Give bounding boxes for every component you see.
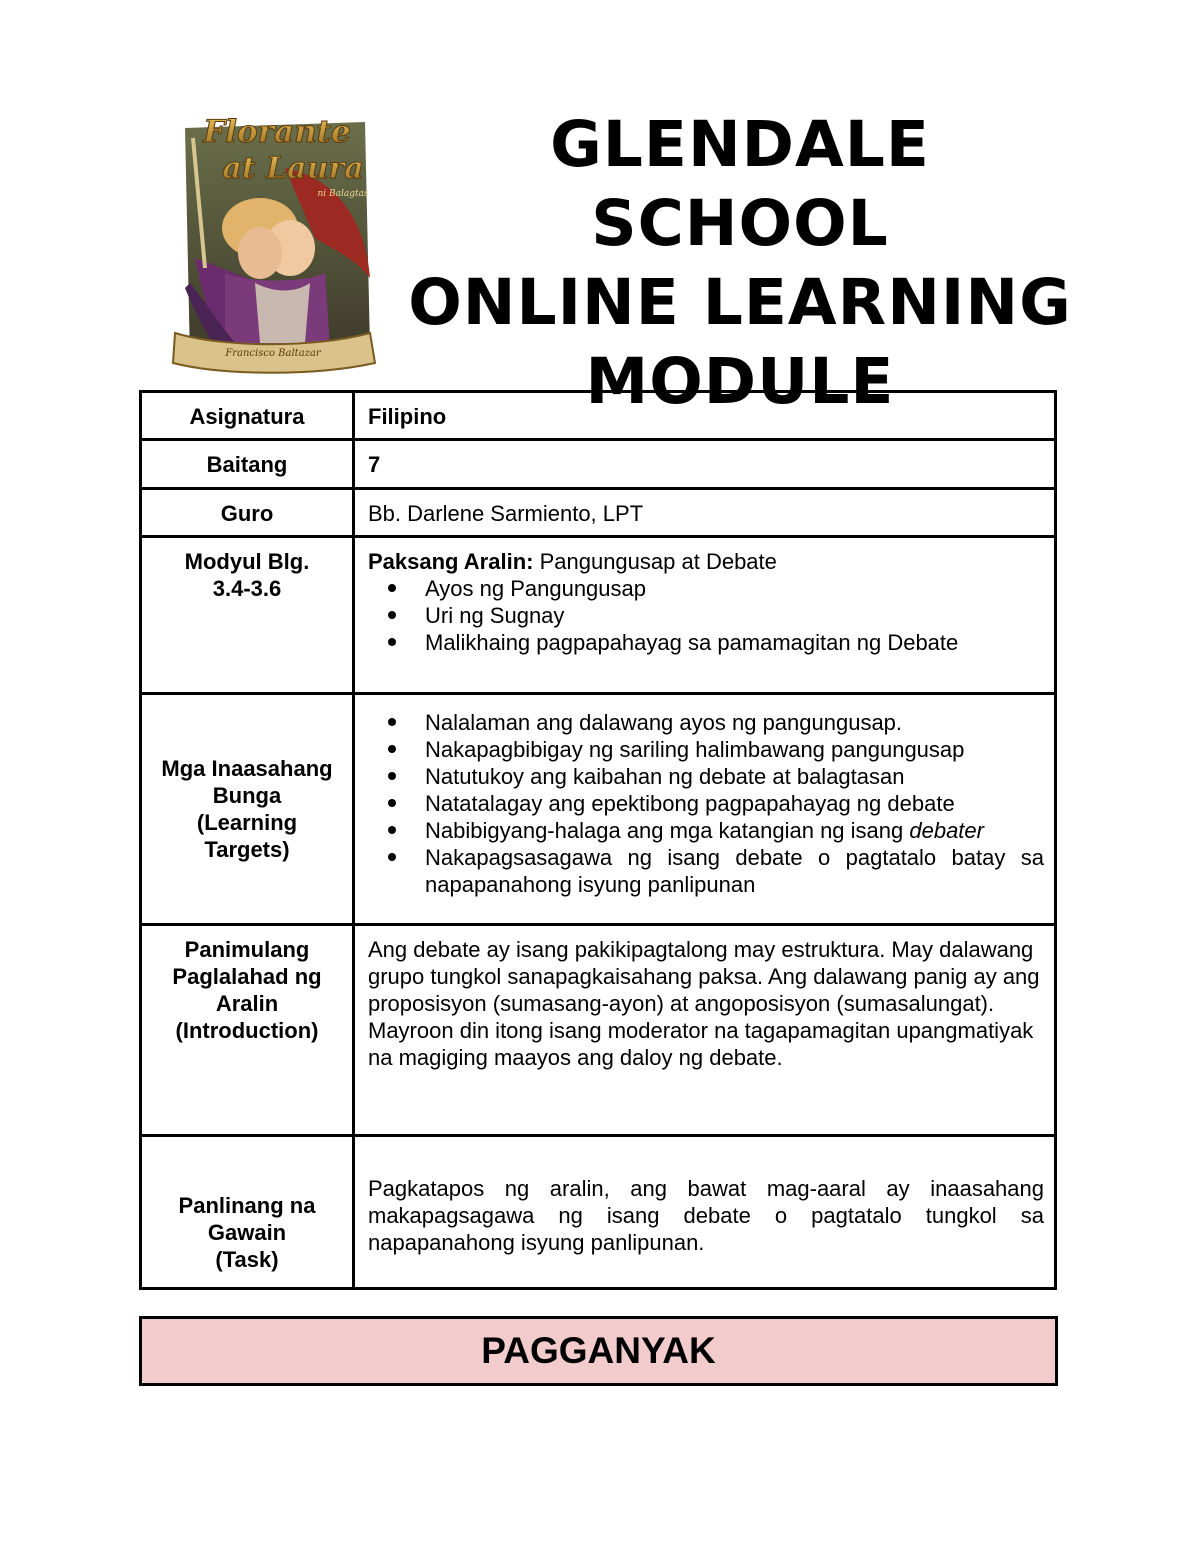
- intro-label-4: (Introduction): [175, 1018, 319, 1043]
- bunga-cell: [354, 694, 1056, 925]
- guro-label: Guro: [141, 489, 354, 537]
- row-task: [141, 1136, 1056, 1289]
- list-item: Uri ng Sugnay: [425, 602, 1044, 629]
- intro-label: [141, 925, 354, 1136]
- row-intro: [141, 925, 1056, 1136]
- paksa-label: Paksang Aralin:: [368, 549, 534, 574]
- title-line-1: GLENDALE SCHOOL: [550, 108, 930, 260]
- bunga-label-1: Mga Inaasahang: [161, 756, 333, 781]
- baitang-value: 7: [354, 440, 1056, 489]
- task-label-1: Panlinang na: [178, 1192, 316, 1218]
- intro-label-2: Paglalahad ng: [172, 964, 322, 989]
- list-item: Malikhaing pagpapahayag sa pamamagitan ng Debate: [425, 629, 1044, 656]
- logo-title-1: Florante: [203, 114, 351, 150]
- intro-label-1: Panimulang: [184, 937, 310, 962]
- row-baitang: [141, 440, 1056, 489]
- paksa-value: Pangungusap at Debate: [533, 549, 777, 574]
- task-label-2: Gawain: [207, 1219, 287, 1245]
- list-item: Ayos ng Pangungusap: [425, 575, 1044, 602]
- list-item: Natutukoy ang kaibahan ng debate at balagtasan: [425, 763, 1044, 790]
- intro-text: Ang debate ay isang pakikipagtalong may estruktura. May dalawang grupo tungkol sanapagkaisahang paksa. Ang dalawang panig ay ang proposisyon (sumasang-ayon) at angoposisyon (sumasalungat). Mayroon din itong isang moderator na tagapamagitan upangmatiyak na magiging maayos ang daloy ng debate.: [354, 925, 1056, 1136]
- logo-subtitle: ni Balagtas: [317, 189, 369, 199]
- paksa-list: [368, 575, 1044, 656]
- bunga-label-4: Targets): [204, 837, 290, 862]
- task-label-3: (Task): [215, 1246, 279, 1272]
- asignatura-label: Asignatura: [141, 392, 354, 440]
- list-item: [425, 817, 1044, 844]
- modyul-label: [141, 537, 354, 694]
- asignatura-value: Filipino: [354, 392, 1056, 440]
- list-item: Nakapagsasagawa ng isang debate o pagtatalo batay sa napapanahong isyung panlipunan: [425, 845, 1044, 897]
- bunga-label: [141, 694, 354, 925]
- bunga-list: [368, 709, 1044, 898]
- row-modyul: [141, 537, 1056, 694]
- logo-ribbon-text: Francisco Baltazar: [225, 348, 321, 359]
- list-item: Nalalaman ang dalawang ayos ng pangungusap.: [425, 709, 1044, 736]
- bunga-item-5-italic: debater: [909, 818, 984, 843]
- list-item: Nakapagbibigay ng sariling halimbawang pangungusap: [425, 736, 1044, 763]
- row-guro: [141, 489, 1056, 537]
- title-line-2: ONLINE LEARNING: [408, 266, 1072, 339]
- module-title: [400, 105, 1080, 421]
- pagganyak-header: PAGGANYAK: [139, 1316, 1058, 1386]
- logo-title-2: at Laura: [222, 151, 364, 186]
- module-info-table: [139, 390, 1057, 1290]
- bunga-label-3: (Learning: [196, 810, 298, 835]
- paksa-cell: [354, 537, 1056, 694]
- guro-value: Bb. Darlene Sarmiento, LPT: [354, 489, 1056, 537]
- row-bunga: [141, 694, 1056, 925]
- intro-label-3: Aralin: [215, 991, 279, 1016]
- modyul-label-1: Modyul Blg.: [184, 549, 310, 574]
- baitang-label: Baitang: [141, 440, 354, 489]
- bunga-label-2: Bunga: [212, 783, 282, 808]
- task-text: Pagkatapos ng aralin, ang bawat mag-aaral ay inaasahang makapagsagawa ng isang debate o pagtatalo tungkol sa napapanahong isyung panlipunan.: [354, 1136, 1056, 1289]
- florante-at-laura-logo: [165, 108, 380, 380]
- bunga-item-5-text: Nabibigyang-halaga ang mga katangian ng isang: [425, 818, 910, 843]
- title-line-3: MODULE: [585, 345, 895, 418]
- row-asignatura: [141, 392, 1056, 440]
- list-item: Natatalagay ang epektibong pagpapahayag ng debate: [425, 790, 1044, 817]
- task-label: [141, 1136, 354, 1289]
- modyul-label-2: 3.4-3.6: [212, 576, 282, 601]
